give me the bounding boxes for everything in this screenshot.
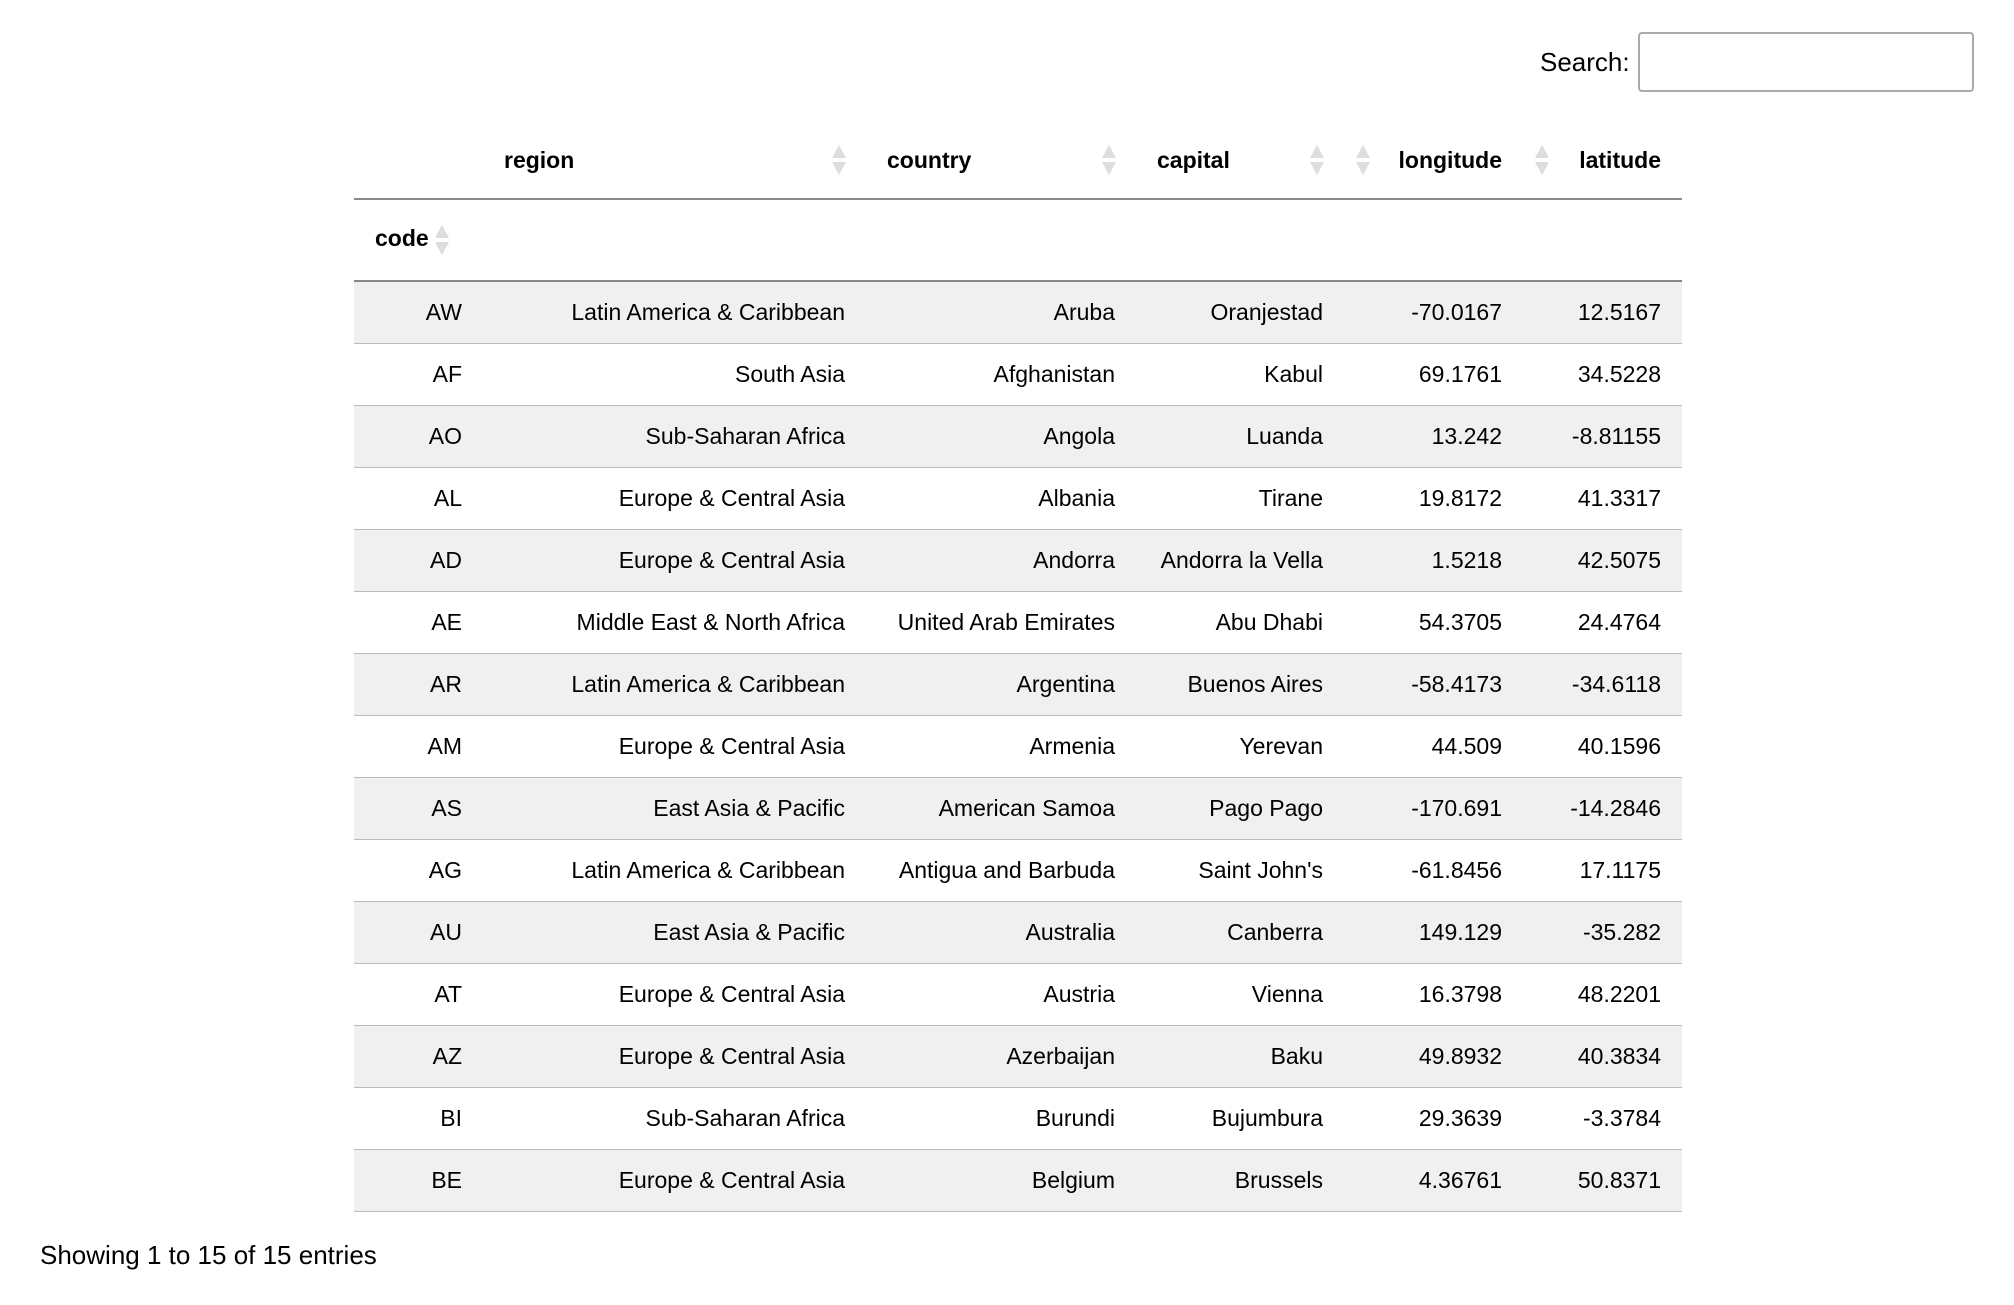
cell-country: Austria — [866, 964, 1136, 1026]
header-latitude[interactable] — [1523, 123, 1682, 199]
header-country[interactable] — [866, 123, 1136, 199]
cell-region: Europe & Central Asia — [483, 530, 866, 592]
header-capital[interactable] — [1136, 123, 1344, 199]
cell-code: AU — [354, 902, 483, 964]
cell-country: American Samoa — [866, 778, 1136, 840]
header-blank — [354, 123, 483, 199]
cell-latitude: 12.5167 — [1523, 281, 1682, 344]
cell-region: Middle East & North Africa — [483, 592, 866, 654]
cell-region: East Asia & Pacific — [483, 902, 866, 964]
header-code[interactable] — [354, 199, 483, 281]
cell-region: Sub-Saharan Africa — [483, 406, 866, 468]
cell-country: Andorra — [866, 530, 1136, 592]
cell-longitude: -170.691 — [1344, 778, 1523, 840]
cell-code: AG — [354, 840, 483, 902]
cell-capital: Kabul — [1136, 344, 1344, 406]
cell-country: Albania — [866, 468, 1136, 530]
cell-latitude: 40.1596 — [1523, 716, 1682, 778]
cell-code: AZ — [354, 1026, 483, 1088]
table-row — [354, 716, 1682, 778]
cell-code: AT — [354, 964, 483, 1026]
cell-longitude: 49.8932 — [1344, 1026, 1523, 1088]
cell-capital: Vienna — [1136, 964, 1344, 1026]
cell-latitude: 24.4764 — [1523, 592, 1682, 654]
cell-capital: Buenos Aires — [1136, 654, 1344, 716]
sort-icon — [1102, 143, 1116, 177]
cell-latitude: 40.3834 — [1523, 1026, 1682, 1088]
cell-code: AD — [354, 530, 483, 592]
data-table — [354, 123, 1682, 1212]
cell-capital: Saint John's — [1136, 840, 1344, 902]
cell-code: BI — [354, 1088, 483, 1150]
header-region[interactable] — [483, 123, 866, 199]
cell-latitude: -34.6118 — [1523, 654, 1682, 716]
cell-region: Latin America & Caribbean — [483, 281, 866, 344]
cell-capital: Andorra la Vella — [1136, 530, 1344, 592]
cell-longitude: 69.1761 — [1344, 344, 1523, 406]
cell-capital: Baku — [1136, 1026, 1344, 1088]
cell-code: AS — [354, 778, 483, 840]
cell-code: AM — [354, 716, 483, 778]
cell-longitude: -58.4173 — [1344, 654, 1523, 716]
table-row — [354, 902, 1682, 964]
cell-capital: Bujumbura — [1136, 1088, 1344, 1150]
header-longitude[interactable] — [1344, 123, 1523, 199]
sort-icon — [832, 143, 846, 177]
cell-code: AO — [354, 406, 483, 468]
cell-latitude: 50.8371 — [1523, 1150, 1682, 1212]
cell-capital: Pago Pago — [1136, 778, 1344, 840]
table-row — [354, 654, 1682, 716]
cell-code: AR — [354, 654, 483, 716]
cell-longitude: 13.242 — [1344, 406, 1523, 468]
cell-country: Angola — [866, 406, 1136, 468]
table-row — [354, 406, 1682, 468]
cell-country: Argentina — [866, 654, 1136, 716]
search-box — [1540, 32, 1974, 92]
cell-region: East Asia & Pacific — [483, 778, 866, 840]
sort-icon — [1310, 143, 1324, 177]
cell-longitude: 29.3639 — [1344, 1088, 1523, 1150]
cell-country: Antigua and Barbuda — [866, 840, 1136, 902]
search-label: Search: — [1540, 46, 1630, 77]
cell-latitude: -35.282 — [1523, 902, 1682, 964]
header-country-label: country — [887, 147, 972, 173]
table-row — [354, 281, 1682, 344]
cell-longitude: 149.129 — [1344, 902, 1523, 964]
search-input[interactable] — [1638, 32, 1974, 92]
cell-region: Latin America & Caribbean — [483, 654, 866, 716]
cell-code: AE — [354, 592, 483, 654]
cell-capital: Tirane — [1136, 468, 1344, 530]
cell-capital: Canberra — [1136, 902, 1344, 964]
cell-capital: Brussels — [1136, 1150, 1344, 1212]
cell-country: Afghanistan — [866, 344, 1136, 406]
sort-icon — [1535, 143, 1549, 177]
cell-country: Armenia — [866, 716, 1136, 778]
cell-country: Burundi — [866, 1088, 1136, 1150]
cell-longitude: -61.8456 — [1344, 840, 1523, 902]
cell-region: Europe & Central Asia — [483, 716, 866, 778]
cell-region: South Asia — [483, 344, 866, 406]
cell-capital: Oranjestad — [1136, 281, 1344, 344]
cell-region: Sub-Saharan Africa — [483, 1088, 866, 1150]
header-latitude-label: latitude — [1579, 147, 1661, 173]
cell-country: Australia — [866, 902, 1136, 964]
cell-country: Aruba — [866, 281, 1136, 344]
cell-region: Europe & Central Asia — [483, 1026, 866, 1088]
table-row — [354, 1026, 1682, 1088]
table-info: Showing 1 to 15 of 15 entries — [40, 1240, 377, 1270]
table-row — [354, 1088, 1682, 1150]
table-row — [354, 530, 1682, 592]
cell-latitude: 41.3317 — [1523, 468, 1682, 530]
cell-latitude: -8.81155 — [1523, 406, 1682, 468]
header-capital-label: capital — [1157, 147, 1230, 173]
header-spacer — [483, 199, 1682, 281]
cell-latitude: 42.5075 — [1523, 530, 1682, 592]
header-region-label: region — [504, 147, 575, 173]
cell-longitude: -70.0167 — [1344, 281, 1523, 344]
table-row — [354, 964, 1682, 1026]
cell-longitude: 16.3798 — [1344, 964, 1523, 1026]
cell-country: United Arab Emirates — [866, 592, 1136, 654]
cell-latitude: 48.2201 — [1523, 964, 1682, 1026]
cell-longitude: 54.3705 — [1344, 592, 1523, 654]
header-code-label: code — [375, 225, 429, 252]
cell-code: BE — [354, 1150, 483, 1212]
cell-latitude: 34.5228 — [1523, 344, 1682, 406]
cell-longitude: 1.5218 — [1344, 530, 1523, 592]
table-row — [354, 592, 1682, 654]
sort-icon — [435, 223, 449, 257]
cell-longitude: 4.36761 — [1344, 1150, 1523, 1212]
cell-code: AW — [354, 281, 483, 344]
cell-capital: Abu Dhabi — [1136, 592, 1344, 654]
cell-country: Belgium — [866, 1150, 1136, 1212]
cell-region: Europe & Central Asia — [483, 468, 866, 530]
table-row — [354, 344, 1682, 406]
sort-icon — [1356, 143, 1370, 177]
cell-latitude: -14.2846 — [1523, 778, 1682, 840]
table-row — [354, 468, 1682, 530]
cell-region: Europe & Central Asia — [483, 964, 866, 1026]
header-longitude-label: longitude — [1398, 147, 1502, 173]
cell-longitude: 19.8172 — [1344, 468, 1523, 530]
cell-longitude: 44.509 — [1344, 716, 1523, 778]
table-row — [354, 1150, 1682, 1212]
cell-capital: Yerevan — [1136, 716, 1344, 778]
cell-latitude: 17.1175 — [1523, 840, 1682, 902]
cell-code: AL — [354, 468, 483, 530]
cell-capital: Luanda — [1136, 406, 1344, 468]
cell-latitude: -3.3784 — [1523, 1088, 1682, 1150]
table-row — [354, 840, 1682, 902]
cell-country: Azerbaijan — [866, 1026, 1136, 1088]
cell-code: AF — [354, 344, 483, 406]
table-row — [354, 778, 1682, 840]
cell-region: Latin America & Caribbean — [483, 840, 866, 902]
cell-region: Europe & Central Asia — [483, 1150, 866, 1212]
